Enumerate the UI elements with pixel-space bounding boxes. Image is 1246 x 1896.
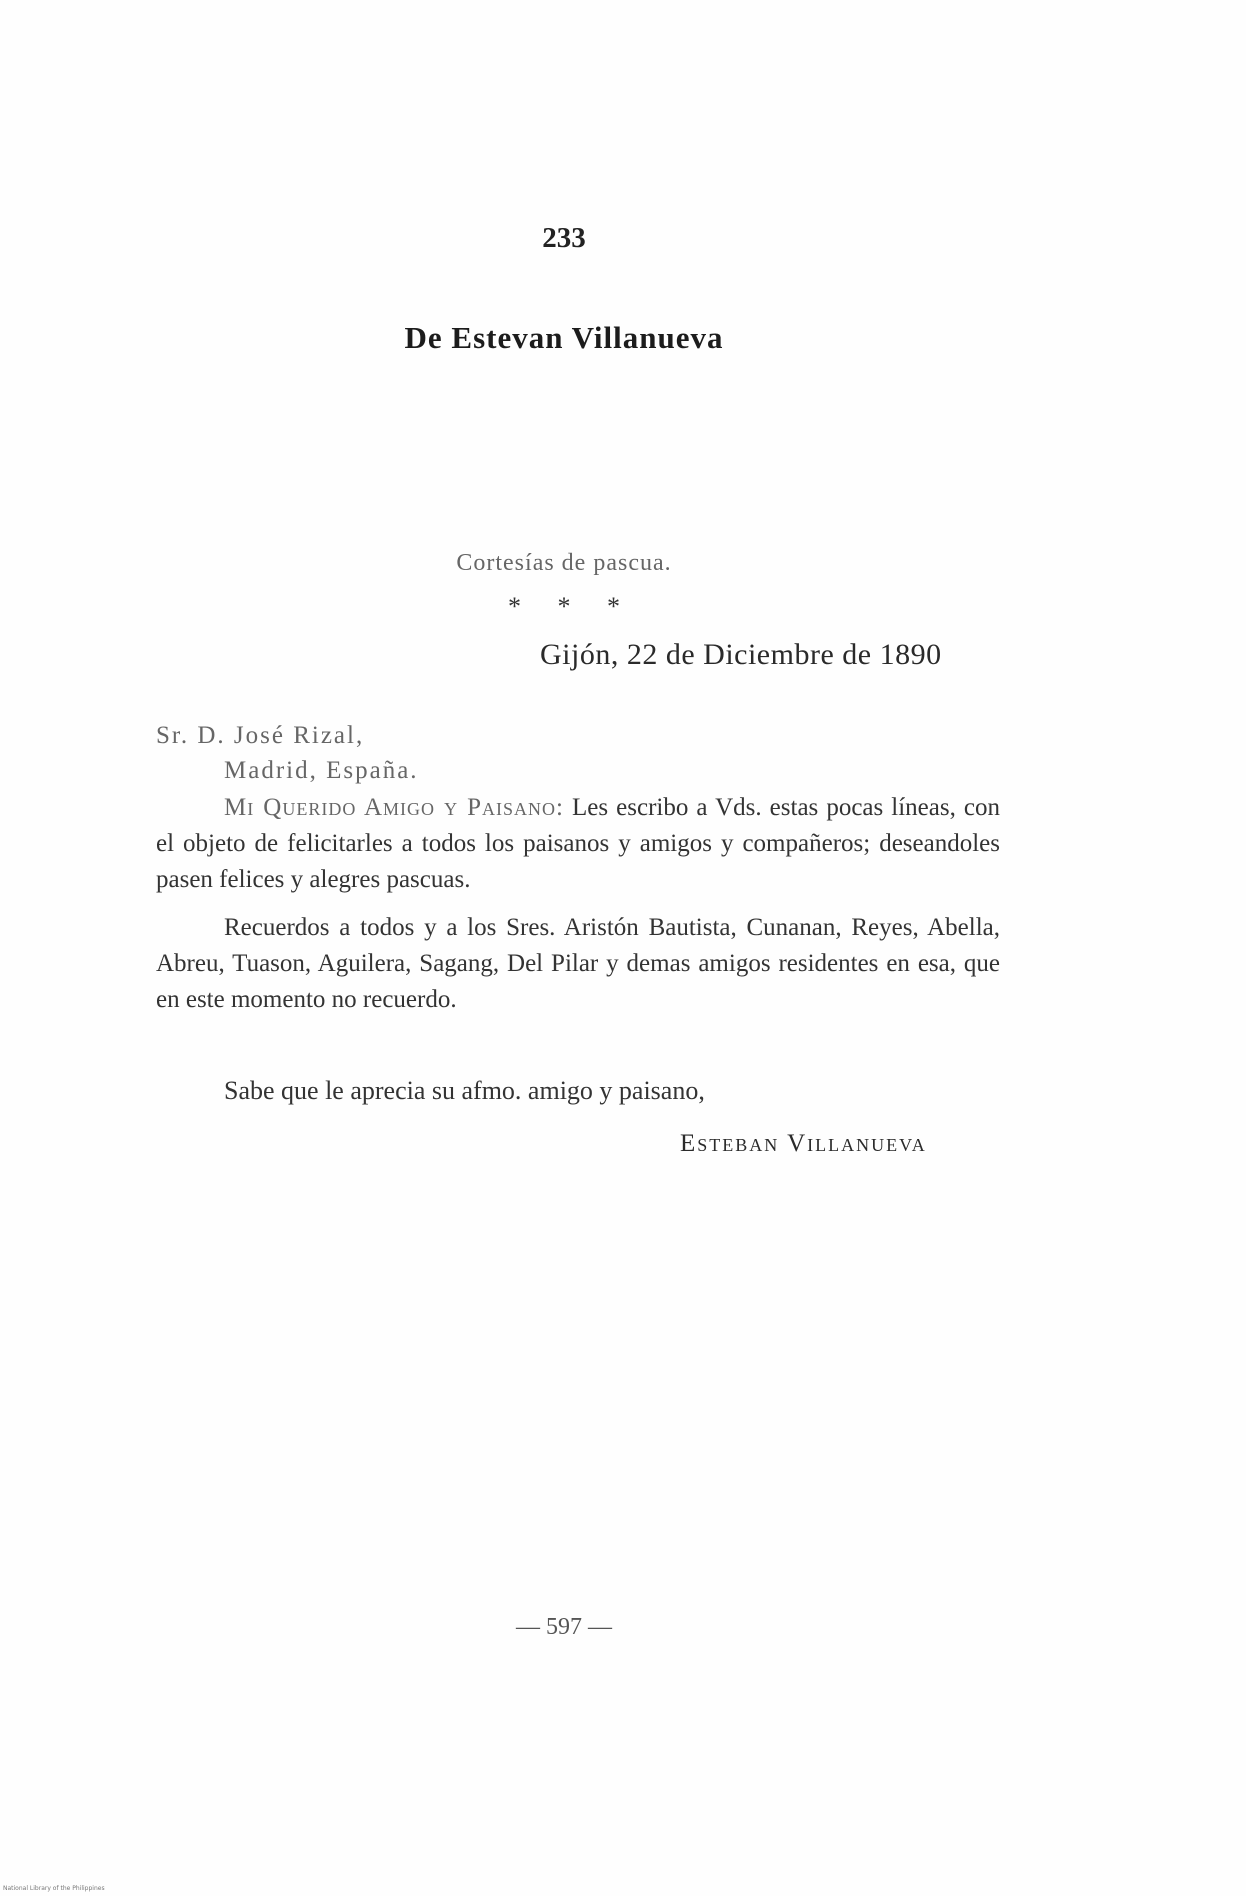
ornament-asterisks: * * *	[508, 592, 620, 621]
letter-closing: Sabe que le aprecia su afmo. amigo y paisano,	[224, 1076, 705, 1105]
letter-number: 233	[542, 222, 586, 254]
library-credit: National Library of the Philippines	[3, 1885, 105, 1892]
letter-body	[156, 790, 1000, 1018]
letter-title: De Estevan Villanueva	[404, 320, 724, 355]
letter-signature: Esteban Villanueva	[680, 1130, 927, 1157]
body-paragraph-2: Recuerdos a todos y a los Sres. Aristón Bautista, Cunanan, Reyes, Abella, Abreu, Tuason, Aguilera, Sagang, Del Pilar y demas amigos residentes en esa, que en este momento no recuerdo.	[156, 914, 1000, 1013]
salutation: Mi Querido Amigo y Paisano:	[224, 794, 564, 821]
address-line-1: Sr. D. José Rizal,	[156, 722, 365, 749]
body-paragraph-1	[156, 790, 1000, 898]
recipient-address	[156, 718, 419, 788]
letter-dateline: Gijón, 22 de Diciembre de 1890	[540, 638, 942, 671]
address-line-2: Madrid, España.	[224, 757, 419, 784]
paragraph-1-text: Les escribo a Vds. estas pocas líneas, con el objeto de felicitarles a todos los paisanos y amigos y compañeros; deseandoles pasen felices y alegres pascuas.	[156, 794, 1000, 893]
page-number: — 597 —	[516, 1614, 612, 1640]
letter-subject: Cortesías de pascua.	[456, 550, 672, 576]
